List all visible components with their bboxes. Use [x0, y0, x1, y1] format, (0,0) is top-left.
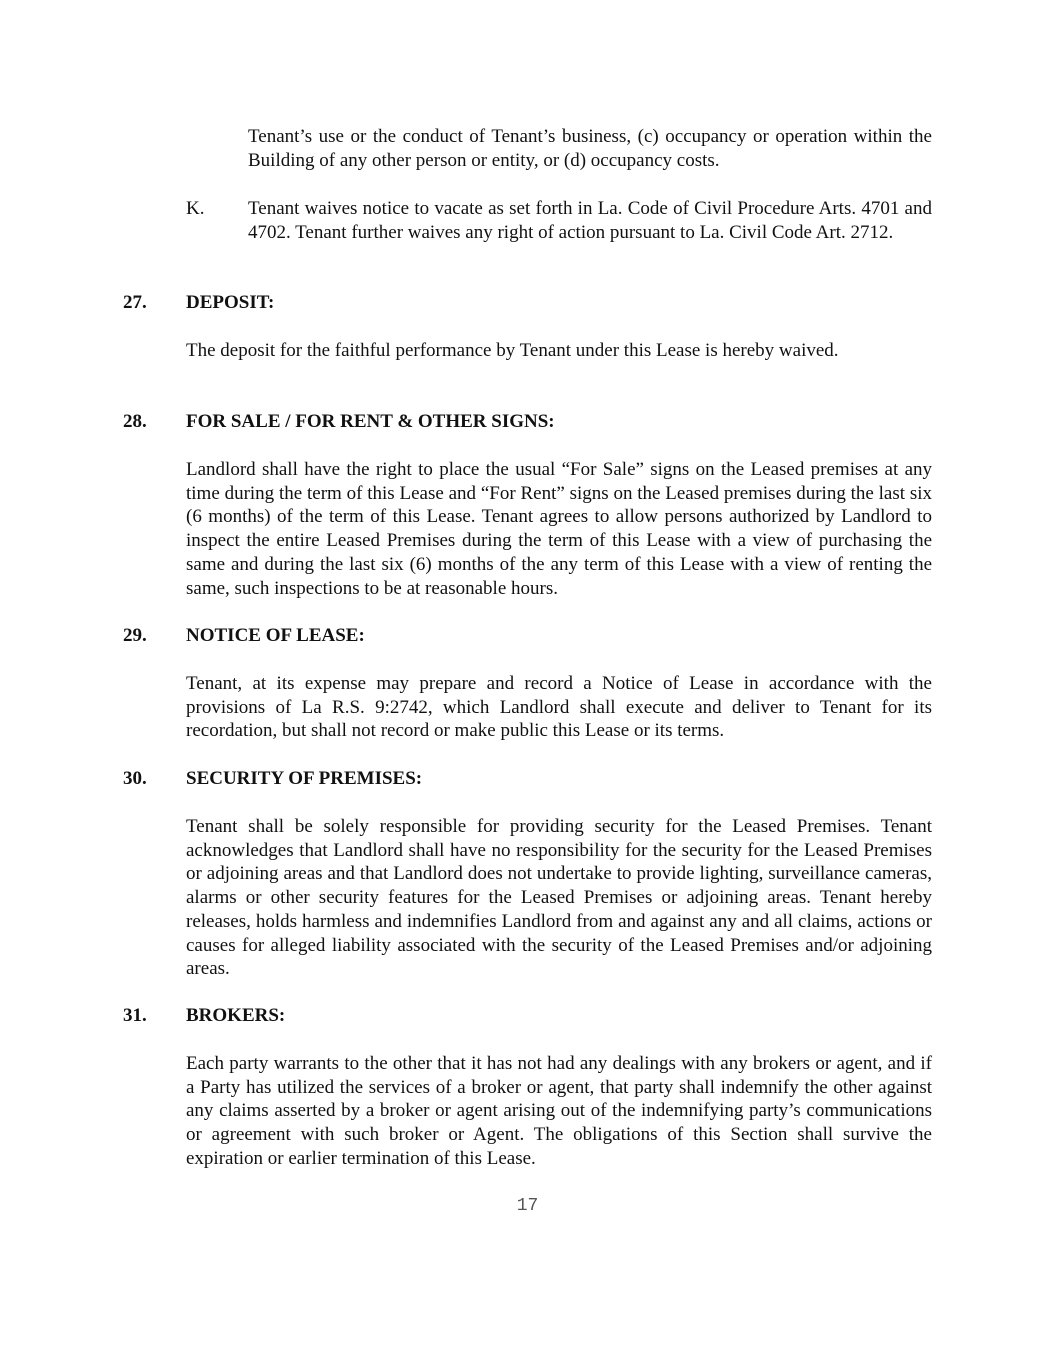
section-28-body: Landlord shall have the right to place the usual “For Sale” signs on the Leased premises at any time during the term of this Lease and “For Rent” signs on the Leased premises during the last six (6 months) of the term of this Lease. Tenant agrees to allow persons authorized by Landlord to inspect the entire Leased Premises during the term of this Lease with a view of purchasing the same and during the last six (6) months of the any term of this Lease with a view of renting the same, such inspections to be at reasonable hours.: [186, 459, 932, 599]
section-27-number: 27.: [123, 292, 147, 313]
continuation-paragraph: Tenant’s use or the conduct of Tenant’s business, (c) occupancy or operation within the Building of any other person or entity, or (d) occupancy costs.: [248, 126, 932, 171]
section-31-body: Each party warrants to the other that it has not had any dealings with any brokers or agent, and if a Party has utilized the services of a broker or agent, that party shall indemnify the other against any claims asserted by a broker or agent arising out of the indemnifying party’s communications or agreement with such broker or Agent. The obligations of this Section shall survive the expiration or earlier termination of this Lease.: [186, 1053, 932, 1169]
section-29-number: 29.: [123, 625, 147, 646]
section-28-number: 28.: [123, 411, 147, 432]
page-number: 17: [516, 1196, 539, 1216]
section-31-title: BROKERS:: [186, 1005, 286, 1026]
section-28-title: FOR SALE / FOR RENT & OTHER SIGNS:: [186, 411, 555, 432]
section-30-number: 30.: [123, 768, 147, 789]
section-27-body: The deposit for the faithful performance by Tenant under this Lease is hereby waived.: [186, 340, 839, 361]
section-31-number: 31.: [123, 1005, 147, 1026]
section-29-title: NOTICE OF LEASE:: [186, 625, 365, 646]
section-30-title: SECURITY OF PREMISES:: [186, 768, 423, 789]
item-k-label: K.: [186, 198, 205, 219]
section-29-body: Tenant, at its expense may prepare and record a Notice of Lease in accordance with the provisions of La R.S. 9:2742, which Landlord shall execute and deliver to Tenant for its recordation, but shall not record or make public this Lease or its terms.: [186, 673, 932, 742]
section-30-body: Tenant shall be solely responsible for providing security for the Leased Premises. Tenant acknowledges that Landlord shall have no responsibility for the security for the Leased Premises or adjoining areas and that Landlord does not undertake to provide lighting, surveillance cameras, alarms or other security features for the Leased Premises or adjoining areas. Tenant hereby releases, holds harmless and indemnifies Landlord from and against any and all claims, actions or causes for alleged liability associated with the security of the Leased Premises and/or adjoining areas.: [186, 816, 932, 980]
section-27-title: DEPOSIT:: [186, 292, 275, 313]
item-k-text: Tenant waives notice to vacate as set forth in La. Code of Civil Procedure Arts. 4701 and 4702. Tenant further waives any right of action pursuant to La. Civil Code Art. 2712.: [248, 198, 932, 243]
